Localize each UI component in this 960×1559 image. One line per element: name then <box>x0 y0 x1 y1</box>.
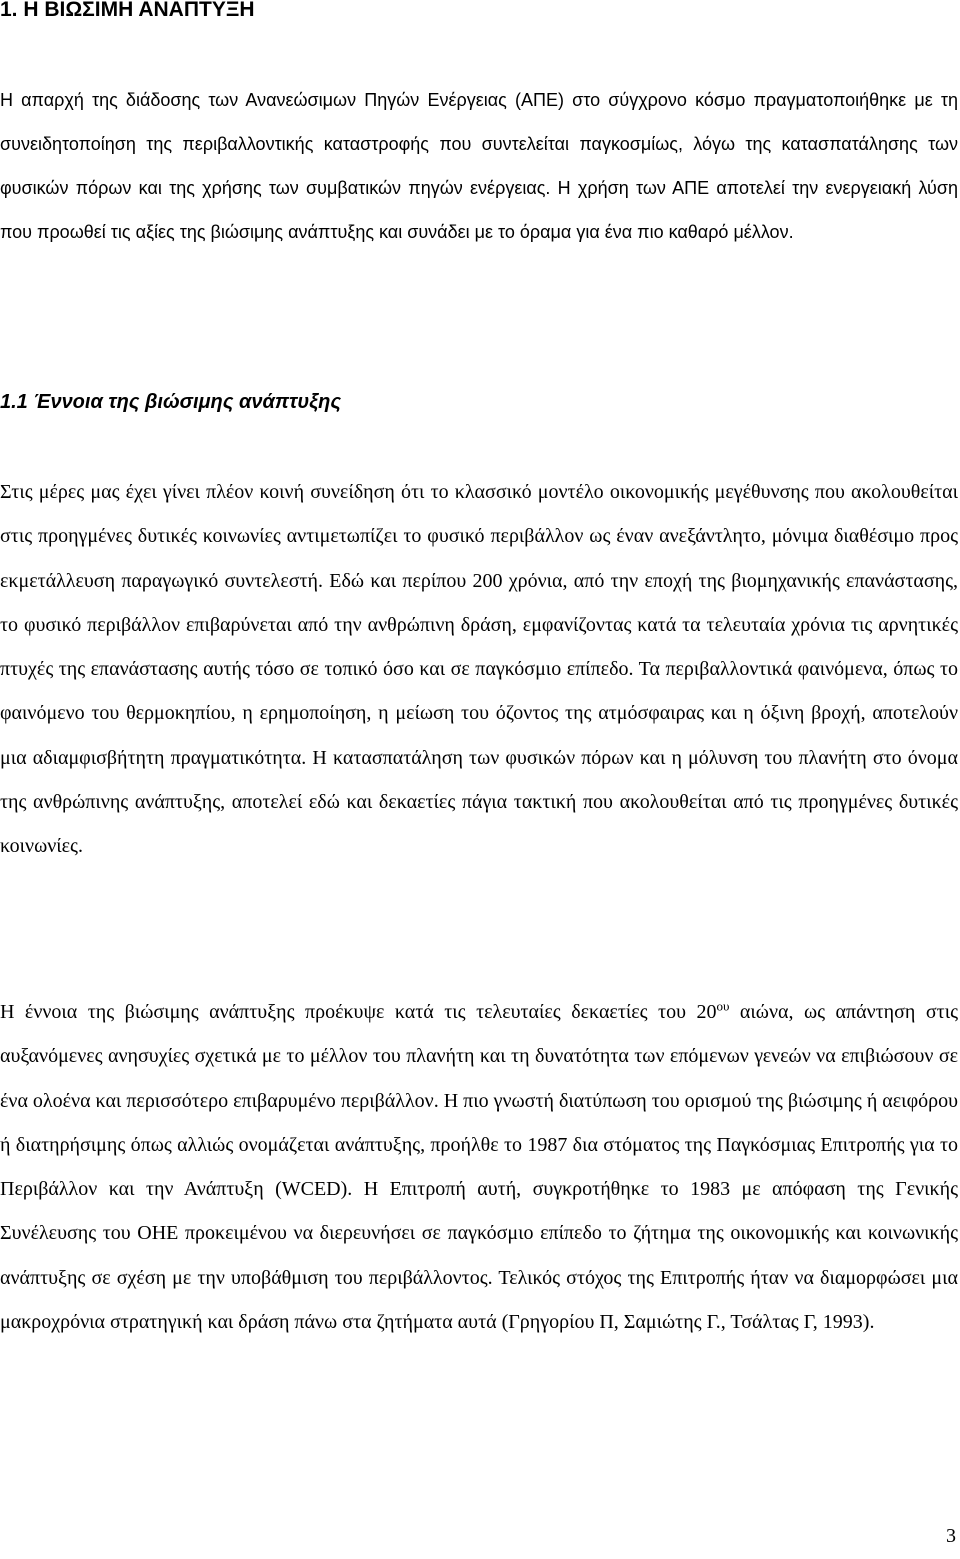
page-number: 3 <box>946 1525 956 1547</box>
body-paragraph-1: Στις μέρες μας έχει γίνει πλέον κοινή συνείδηση ότι το κλασσικό μοντέλο οικονομικής μεγέθυνσης που ακολουθείται στις προηγμένες δυτικές κοινωνίες αντιμετωπίζει το φυσικό περιβάλλον ως έναν ανεξάντλητο, μόνιμα διαθέσιμο προς εκμετάλλευση παραγωγικό συντελεστή. Εδώ και περίπου 200 χρόνια, από την εποχή της βιομηχανικής επανάστασης, το φυσικό περιβάλλον επιβαρύνεται από την ανθρώπινη δράση, εμφανίζοντας κατά τα τελευταία χρόνια τις αρνητικές πτυχές της επανάστασης αυτής τόσο σε τοπικό όσο και σε παγκόσμιο επίπεδο. Τα περιβαλλοντικά φαινόμενα, όπως το φαινόμενο του θερμοκηπίου, η ερημοποίηση, η μείωση του όζοντος της ατμόσφαιρας και η όξινη βροχή, αποτελούν μια αδιαμφισβήτητη πραγματικότητα. Η κατασπατάληση των φυσικών πόρων και η μόλυνση του πλανήτη στο όνομα της ανθρώπινης ανάπτυξης, αποτελεί εδώ και δεκαετίες πάγια τακτική που ακολουθείται από τις προηγμένες δυτικές κοινωνίες. <box>0 481 958 858</box>
body-paragraph-2 <box>0 990 958 1344</box>
ordinal-superscript: ου <box>716 998 730 1014</box>
section-heading: 1.1 Έννοια της βιώσιμης ανάπτυξης <box>0 391 341 413</box>
intro-paragraph: Η απαρχή της διάδοσης των Ανανεώσιμων Πηγών Ενέργειας (ΑΠΕ) στο σύγχρονο κόσμο πραγματοποιήθηκε με τη συνειδητοποίηση της περιβαλλοντικής καταστροφής που συντελείται παγκοσμίως, λόγω της κατασπατάλησης των φυσικών πόρων και της χρήσης των συμβατικών πηγών ενέργειας. Η χρήση των ΑΠΕ αποτελεί την ενεργειακή λύση που προωθεί τις αξίες της βιώσιμης ανάπτυξης και συνάδει με το όραμα για ένα πιο καθαρό μέλλον. <box>0 90 958 242</box>
paragraph-2-text-end: αιώνα, ως απάντηση στις αυξανόμενες ανησυχίες σχετικά με το μέλλον του πλανήτη και τη δυνατότητα των επόμενων γενεών να επιβιώσουν σε ένα ολοένα και περισσότερο επιβαρυμένο περιβάλλον. Η πιο γνωστή διατύπωση του ορισμού της βιώσιμης ή αειφόρου ή διατηρήσιμης όπως αλλιώς ονομάζεται ανάπτυξης, προήλθε το 1987 δια στόματος της Παγκόσμιας Επιτροπής για το Περιβάλλον και την Ανάπτυξη (WCED). Η Επιτροπή αυτή, συγκροτήθηκε το 1983 με απόφαση της Γενικής Συνέλευσης του ΟΗΕ προκειμένου να διερευνήσει σε παγκόσμιο επίπεδο το ζήτημα της οικονομικής και κοινωνικής ανάπτυξης σε σχέση με την υποβάθμιση του περιβάλλοντος. Τελικός στόχος της Επιτροπής ήταν να διαμορφώσει μια μακροχρόνια στρατηγική και δράση πάνω στα ζητήματα αυτά (Γρηγορίου Π, Σαμιώτης Γ., Τσάλτας Γ, 1993). <box>0 1001 958 1334</box>
chapter-heading: 1. Η ΒΙΩΣΙΜΗ ΑΝΑΠΤΥΞΗ <box>0 0 255 21</box>
paragraph-2-text-start: Η έννοια της βιώσιμης ανάπτυξης προέκυψε κατά τις τελευταίες δεκαετίες του 20 <box>0 1001 717 1023</box>
